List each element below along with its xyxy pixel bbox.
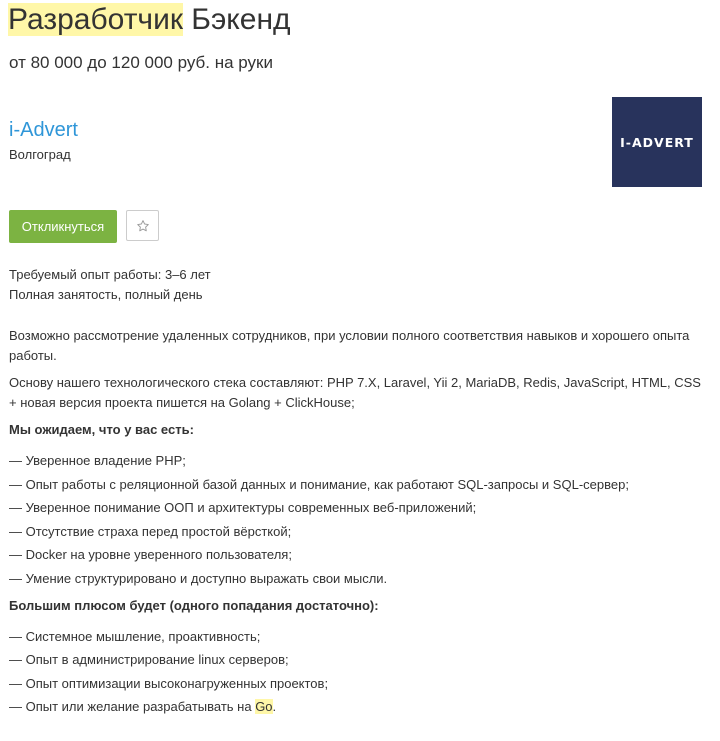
expect-heading: Мы ожидаем, что у вас есть:: [9, 422, 194, 437]
vacancy-title: [8, 1, 291, 39]
salary: от 80 000 до 120 000 руб. на руки: [9, 53, 273, 72]
title-highlight: Разработчик: [8, 3, 183, 36]
list-item: — Уверенное понимание ООП и архитектуры современных веб-приложений;: [9, 500, 477, 515]
employment-text: Полная занятость, полный день: [9, 287, 203, 302]
company-logo-text: I-ADVERT: [620, 134, 694, 150]
company-city: Волгоград: [9, 147, 71, 162]
list-item: — Системное мышление, проактивность;: [9, 628, 261, 644]
list-item: — Уверенное владение PHP;: [9, 453, 186, 468]
list-item-text: — Опыт или желание разрабатывать на: [9, 699, 256, 714]
keyword-highlight: Go: [255, 699, 273, 714]
vacancy-meta: [9, 265, 211, 305]
apply-button[interactable]: Откликнуться: [9, 210, 117, 243]
list-item: — Опыт оптимизации высоконагруженных проектов;: [9, 675, 329, 691]
title-rest: Бэкенд: [191, 3, 291, 36]
list-item: — Опыт в администрирование linux серверов;: [9, 652, 289, 667]
vacancy-description: [9, 326, 704, 724]
description-paragraph: Возможно рассмотрение удаленных сотрудников, при условии полного соответствия навыков и хорошего опыта работы.: [9, 328, 690, 363]
experience-text: Требуемый опыт работы: 3–6 лет: [9, 267, 211, 282]
favorite-button[interactable]: [126, 210, 159, 241]
description-paragraph: Основу нашего технологического стека составляют: PHP 7.X, Laravel, Yii 2, MariaDB, Redis, JavaScript, HTML, CSS + новая версия проекта пишется на Golang + ClickHouse;: [9, 375, 701, 410]
company-logo[interactable]: [612, 97, 702, 187]
list-item: — Опыт работы с реляционной базой данных и понимание, как работают SQL-запросы и SQL-сервер;: [9, 476, 629, 492]
list-item-text: .: [272, 699, 277, 714]
expect-list: [9, 451, 704, 589]
list-item: [9, 697, 704, 717]
list-item: — Docker на уровне уверенного пользователя;: [9, 547, 292, 562]
plus-list: [9, 627, 704, 718]
list-item: — Отсутствие страха перед простой вёрсткой;: [9, 523, 292, 539]
company-link[interactable]: i-Advert: [9, 119, 78, 141]
plus-heading: Большим плюсом будет (одного попадания достаточно):: [9, 597, 379, 613]
list-item: — Умение структурировано и доступно выражать свои мысли.: [9, 570, 388, 586]
star-outline-icon: [136, 219, 150, 233]
